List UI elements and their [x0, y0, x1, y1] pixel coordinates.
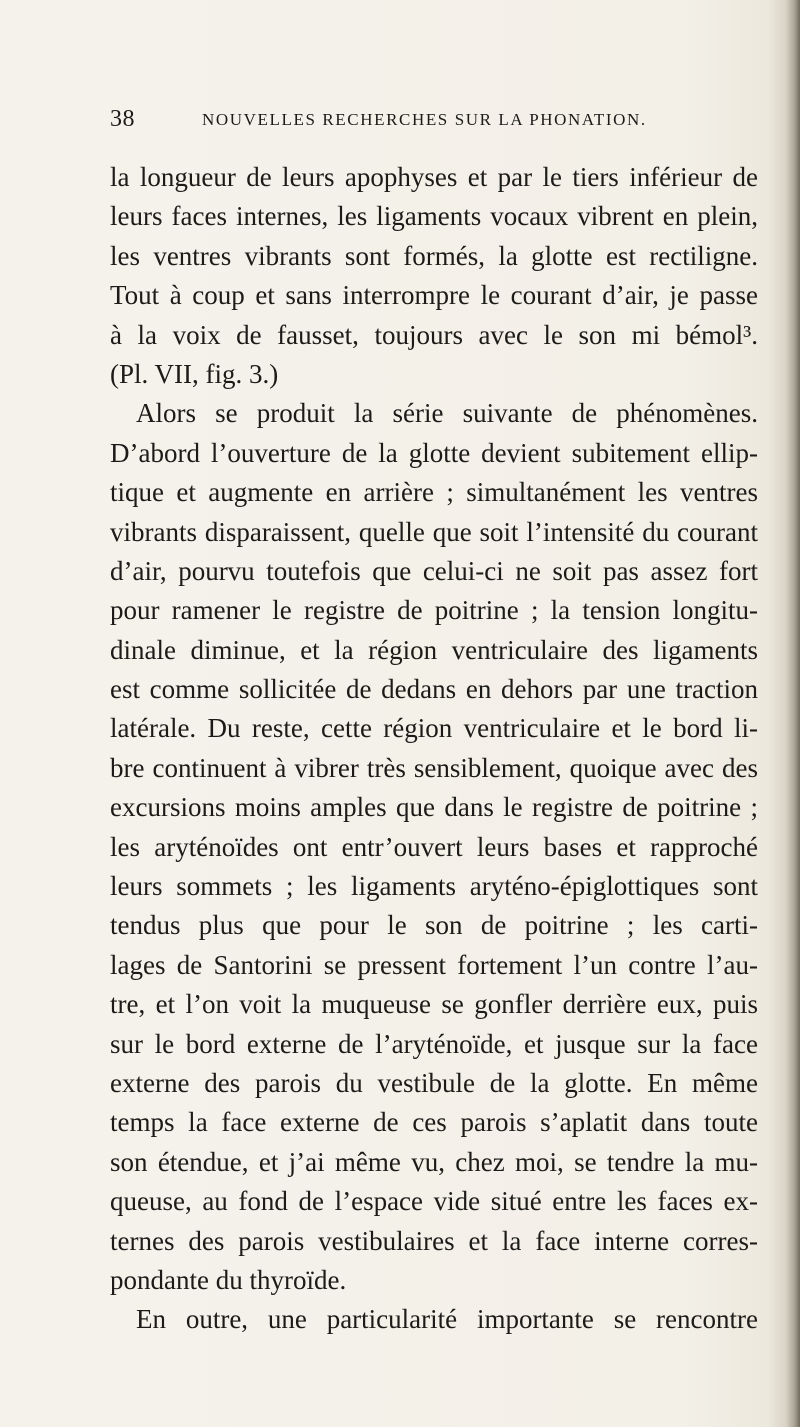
text-line: externe des parois du vestibule de la glotte. En même — [110, 1067, 758, 1098]
page-number: 38 — [110, 106, 135, 132]
text-line: les ventres vibrants sont formés, la glotte est rectiligne. — [110, 240, 758, 271]
text-line: lages de Santorini se pressent fortement l’un contre l’au- — [110, 949, 758, 980]
text-line: tre, et l’on voit la muqueuse se gonfler derrière eux, puis — [110, 989, 758, 1020]
body-text — [110, 158, 758, 1340]
text-line: bre continuent à vibrer très sensiblement, quoique avec des — [110, 752, 758, 783]
running-title: NOUVELLES RECHERCHES SUR LA PHONATION. — [202, 110, 647, 129]
text-line: la longueur de leurs apophyses et par le tiers inférieur de — [110, 162, 758, 192]
text-line: sur le bord externe de l’aryténoïde, et jusque sur la face — [110, 1028, 758, 1059]
text-line: (Pl. VII, fig. 3.) — [110, 358, 279, 389]
text-line: D’abord l’ouverture de la glotte devient subitement ellip- — [110, 437, 758, 468]
text-line: les aryténoïdes ont entr’ouvert leurs bases et rapproché — [110, 831, 758, 862]
text-line: à la voix de fausset, toujours avec le son mi bémol³. — [110, 319, 758, 350]
text-line: pour ramener le registre de poitrine ; la tension longitu- — [110, 595, 758, 626]
text-line: En outre, une particularité importante se rencontre — [136, 1304, 758, 1335]
text-line: tique et augmente en arrière ; simultanément les ventres — [110, 477, 758, 508]
text-line: latérale. Du reste, cette région ventriculaire et le bord li- — [110, 713, 758, 744]
text-line: son étendue, et j’ai même vu, chez moi, se tendre la mu- — [110, 1146, 758, 1177]
text-line: d’air, pourvu toutefois que celui-ci ne soit pas assez fort — [110, 555, 758, 586]
text-line: ternes des parois vestibulaires et la face interne corres- — [110, 1225, 758, 1256]
text-line: excursions moins amples que dans le registre de poitrine ; — [110, 792, 758, 823]
text-line: vibrants disparaissent, quelle que soit l’intensité du courant — [110, 516, 758, 547]
page-header — [110, 106, 800, 136]
text-line: Tout à coup et sans interrompre le courant d’air, je passe — [110, 280, 758, 311]
text-line: queuse, au fond de l’espace vide situé entre les faces ex- — [110, 1186, 758, 1217]
text-line: pondante du thyroïde. — [110, 1264, 347, 1295]
text-line: temps la face externe de ces parois s’aplatit dans toute — [110, 1107, 758, 1138]
text-line: tendus plus que pour le son de poitrine ; les carti- — [110, 910, 758, 941]
text-line: leurs faces internes, les ligaments vocaux vibrent en plein, — [110, 201, 758, 232]
text-line: leurs sommets ; les ligaments aryténo-épiglottiques sont — [110, 871, 758, 902]
page-edge-shadow — [786, 0, 800, 1427]
text-line: est comme sollicitée de dedans en dehors par une traction — [110, 674, 758, 705]
text-line: Alors se produit la série suivante de phénomènes. — [136, 398, 758, 429]
text-line: dinale diminue, et la région ventriculaire des ligaments — [110, 634, 758, 665]
